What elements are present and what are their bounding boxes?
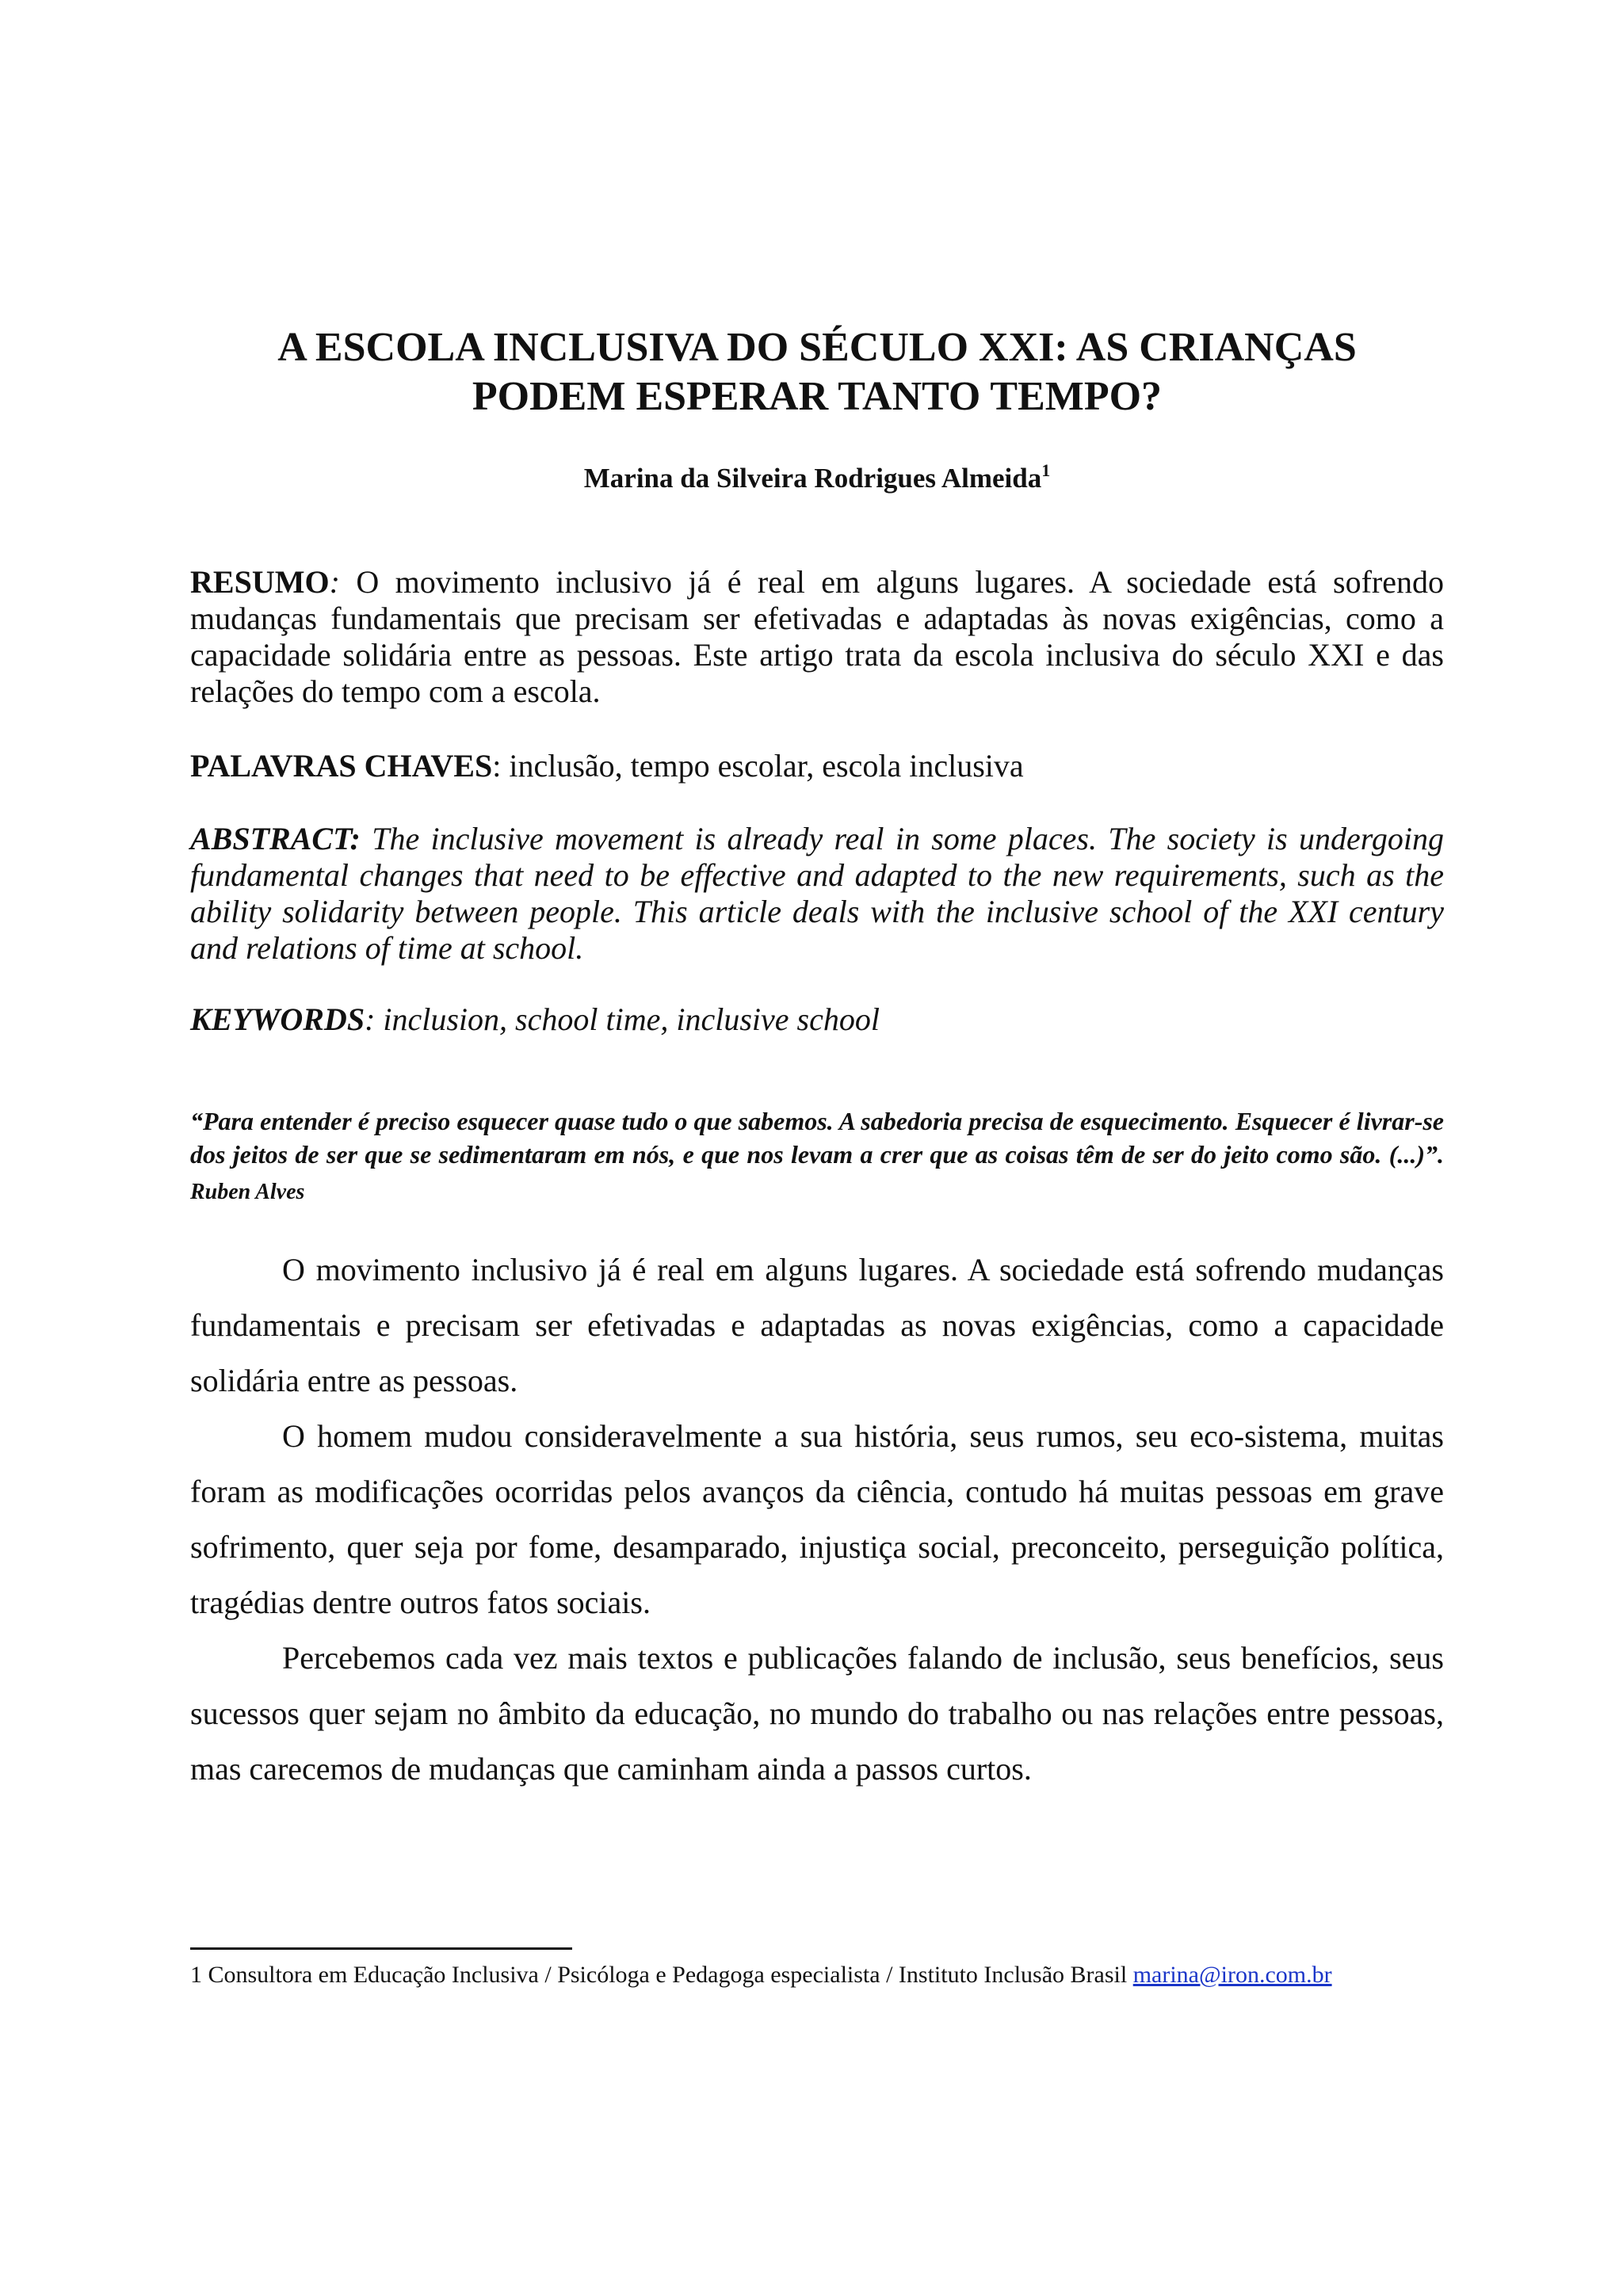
resumo-separator: :: [329, 564, 357, 600]
abstract-label: ABSTRACT:: [190, 821, 361, 856]
footnote: [190, 1960, 1444, 1990]
palavras-chaves-separator: :: [492, 748, 510, 784]
body-paragraph: Percebemos cada vez mais textos e publicações falando de inclusão, seus benefícios, seus sucessos quer sejam no âmbito da educação, no mundo do trabalho ou nas relações entre pessoas, mas carecemos de mudanças que caminham ainda a passos curtos.: [190, 1640, 1444, 1787]
resumo-label: RESUMO: [190, 564, 330, 600]
palavras-chaves-paragraph: [190, 748, 1444, 784]
body-text: [190, 1242, 1444, 1797]
footnote-text: 1 Consultora em Educação Inclusiva / Psicóloga e Pedagoga especialista / Instituto Inclusão Brasil: [190, 1962, 1133, 1988]
body-paragraph: O homem mudou consideravelmente a sua história, seus rumos, seu eco-sistema, muitas foram as modificações ocorridas pelos avanços da ciência, contudo há muitas pessoas em grave sofrimento, quer seja por fome, desamparado, injustiça social, preconceito, perseguição política, tragédias dentre outros fatos sociais.: [190, 1418, 1444, 1620]
resumo-text: O movimento inclusivo já é real em alguns lugares. A sociedade está sofrendo mudanças fundamentais que precisam ser efetivadas e adaptadas às novas exigências, como a capacidade solidária entre as pessoas. Este artigo trata da escola inclusiva do século XXI e das relações do tempo com a escola.: [190, 564, 1444, 709]
author-line: [190, 461, 1444, 496]
paper-title: [190, 323, 1444, 421]
title-line-1: A ESCOLA INCLUSIVA DO SÉCULO XXI: AS CRIANÇAS: [277, 325, 1357, 370]
epigraph-author: Ruben Alves: [190, 1180, 305, 1204]
keywords-label: KEYWORDS: [190, 1001, 365, 1037]
epigraph-text: “Para entender é preciso esquecer quase tudo o que sabemos. A sabedoria precisa de esquecimento. Esquecer é livrar-se dos jeitos de ser que se sedimentaram em nós, e que nos levam a crer que as coisas têm de ser do jeito como são. (...)”.: [190, 1107, 1444, 1169]
footnote-email-link[interactable]: marina@iron.com.br: [1132, 1962, 1332, 1988]
title-line-2: PODEM ESPERAR TANTO TEMPO?: [472, 374, 1163, 419]
palavras-chaves-text: inclusão, tempo escolar, escola inclusiva: [509, 748, 1024, 784]
author-footnote-mark[interactable]: 1: [1041, 460, 1051, 480]
abstract-paragraph: [190, 821, 1444, 967]
resumo-paragraph: [190, 564, 1444, 710]
keywords-paragraph: [190, 1001, 1444, 1038]
footnote-divider: [190, 1947, 572, 1950]
palavras-chaves-label: PALAVRAS CHAVES: [190, 748, 493, 784]
abstract-text: The inclusive movement is already real in some places. The society is undergoing fundamental changes that need to be effective and adapted to the new requirements, such as the ability solidarity between people. This article deals with the inclusive school of the XXI century and relations of time at school.: [190, 821, 1444, 966]
body-paragraph: O movimento inclusivo já é real em alguns lugares. A sociedade está sofrendo mudanças fundamentais e precisam ser efetivadas e adaptadas as novas exigências, como a capacidade solidária entre as pessoas.: [190, 1252, 1444, 1398]
keywords-text: : inclusion, school time, inclusive school: [365, 1001, 880, 1037]
epigraph-quote: [190, 1104, 1444, 1209]
author-name: Marina da Silveira Rodrigues Almeida: [583, 463, 1042, 494]
